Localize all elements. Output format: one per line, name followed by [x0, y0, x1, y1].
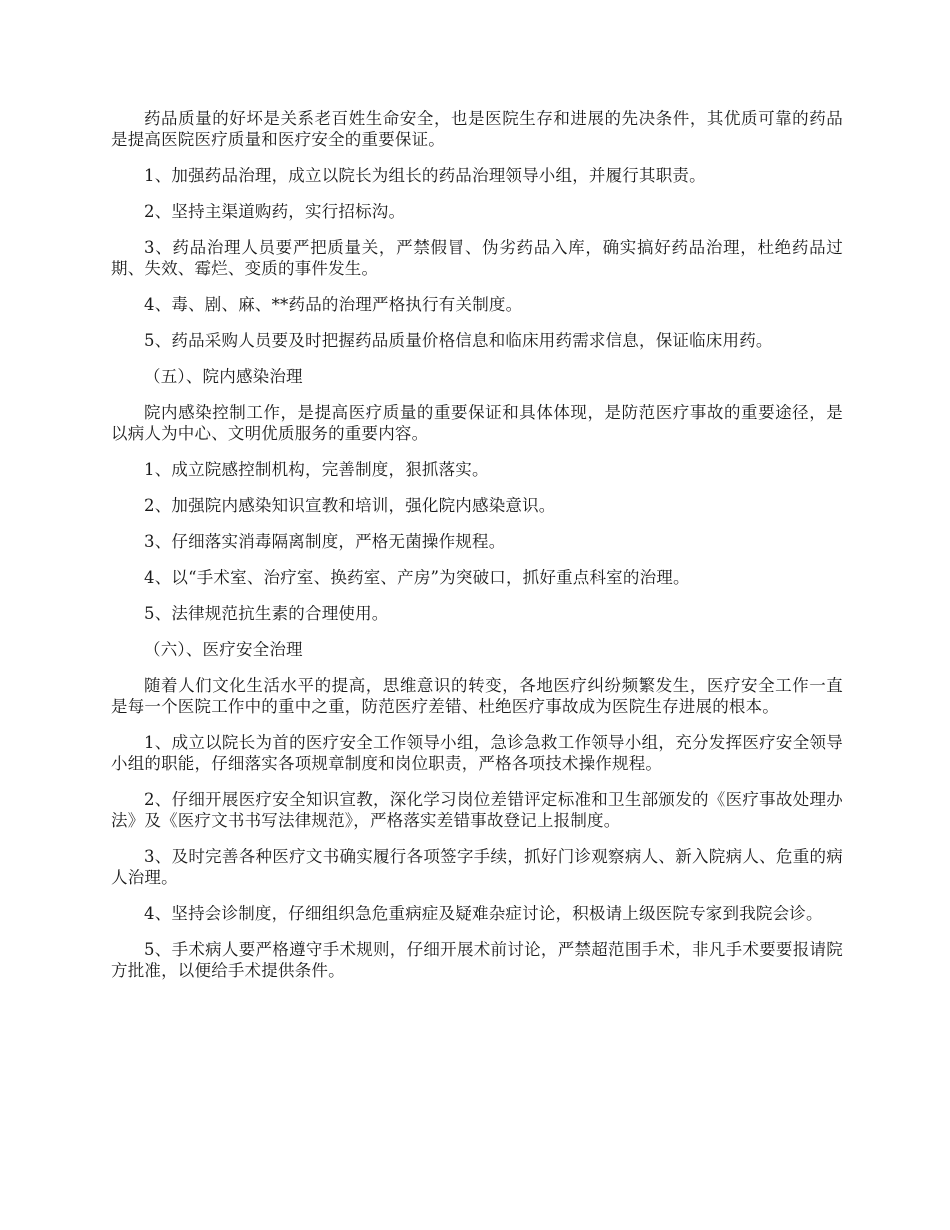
intro-paragraph: 药品质量的好坏是关系老百姓生命安全，也是医院生存和进展的先决条件，其优质可靠的药品是提高医院医疗质量和医疗安全的重要保证。 — [111, 109, 843, 149]
safety-item-2: 2、仔细开展医疗安全知识宣教，深化学习岗位差错评定标准和卫生部颁发的《医疗事故处理办法》及《医疗文书书写法律规范》，严格落实差错事故登记上报制度。 — [111, 790, 843, 830]
safety-item-3: 3、及时完善各种医疗文书确实履行各项签字手续，抓好门诊观察病人、新入院病人、危重的病人治理。 — [111, 847, 843, 887]
section-heading-6: （六）、医疗安全治理 — [144, 640, 303, 659]
drug-item-2: 2、坚持主渠道购药，实行招标沟。 — [144, 202, 406, 221]
safety-intro-paragraph: 随着人们文化生活水平的提高，思维意识的转变，各地医疗纠纷频繁发生，医疗安全工作一直是每一个医院工作中的重中之重，防范医疗差错、杜绝医疗事故成为医院生存进展的根本。 — [111, 676, 843, 716]
drug-item-3: 3、药品治理人员要严把质量关，严禁假冒、伪劣药品入库，确实搞好药品治理，杜绝药品过期、失效、霉烂、变质的事件发生。 — [111, 238, 843, 278]
infection-item-3: 3、仔细落实消毒隔离制度，严格无菌操作规程。 — [144, 532, 506, 551]
infection-item-5: 5、法律规范抗生素的合理使用。 — [144, 604, 389, 623]
section-heading-5: （五）、院内感染治理 — [144, 367, 303, 386]
safety-item-1: 1、成立以院长为首的医疗安全工作领导小组，急诊急救工作领导小组，充分发挥医疗安全领导小组的职能，仔细落实各项规章制度和岗位职责，严格各项技术操作规程。 — [111, 733, 843, 773]
document-page — [111, 108, 843, 996]
infection-item-4: 4、以“手术室、治疗室、换药室、产房”为突破口，抓好重点科室的治理。 — [144, 568, 690, 587]
safety-item-4: 4、坚持会诊制度，仔细组织急危重病症及疑难杂症讨论，积极请上级医院专家到我院会诊。 — [144, 904, 823, 923]
drug-item-4: 4、毒、剧、麻、**药品的治理严格执行有关制度。 — [144, 295, 523, 314]
infection-intro-paragraph: 院内感染控制工作，是提高医疗质量的重要保证和具体体现，是防范医疗事故的重要途径，是以病人为中心、文明优质服务的重要内容。 — [111, 403, 843, 443]
infection-item-1: 1、成立院感控制机构，完善制度，狠抓落实。 — [144, 460, 489, 479]
safety-item-5: 5、手术病人要严格遵守手术规则，仔细开展术前讨论，严禁超范围手术，非凡手术要要报请院方批准，以便给手术提供条件。 — [111, 940, 843, 980]
drug-item-1: 1、加强药品治理，成立以院长为组长的药品治理领导小组，并履行其职责。 — [144, 166, 706, 185]
drug-item-5: 5、药品采购人员要及时把握药品质量价格信息和临床用药需求信息，保证临床用药。 — [144, 331, 773, 350]
infection-item-2: 2、加强院内感染知识宣教和培训，强化院内感染意识。 — [144, 496, 556, 515]
